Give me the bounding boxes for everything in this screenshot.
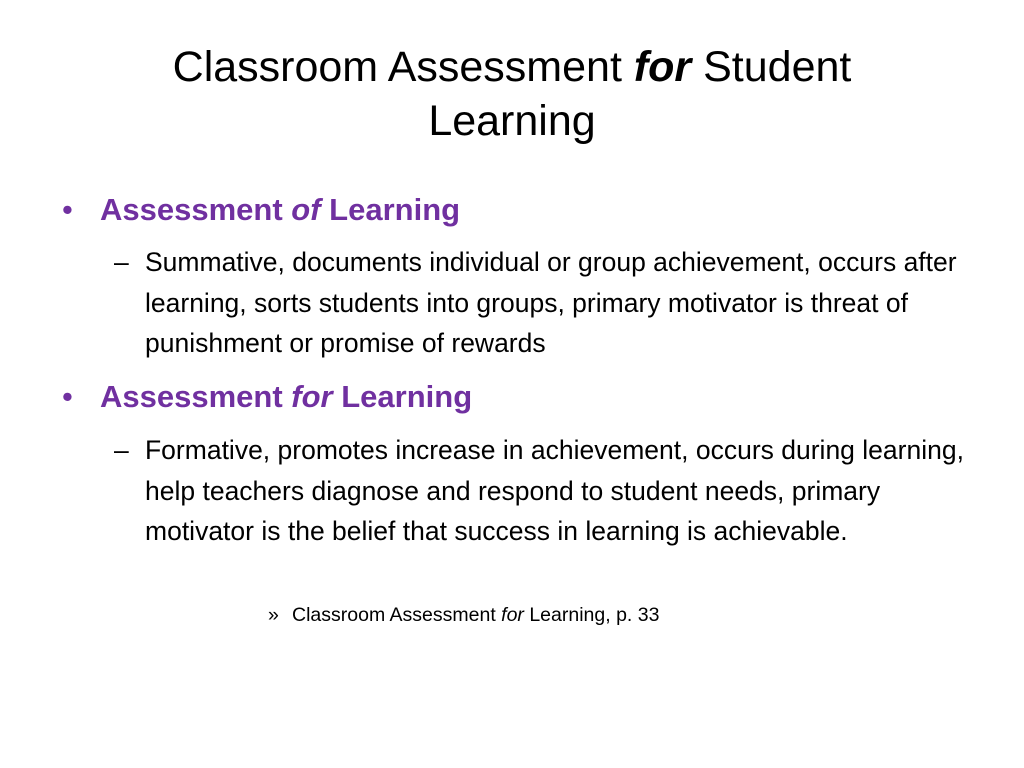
citation-emphasis: for <box>501 604 524 626</box>
bullet-heading-pre: Assessment <box>100 192 292 227</box>
bullet-heading-emphasis: of <box>291 192 321 227</box>
bullet-heading-post: Learning <box>320 192 461 227</box>
bullet-marker: • <box>62 379 73 414</box>
title-emphasis: for <box>633 43 692 91</box>
bullet-assessment-of-learning <box>62 191 461 229</box>
sub-bullet-marker: – <box>114 435 129 465</box>
title-part-2: Student <box>691 43 852 91</box>
bullet-marker: • <box>62 192 73 227</box>
title-line-2: Learning <box>428 97 596 145</box>
sub-bullet-text: Formative, promotes increase in achievement, occurs during learning, help teachers diagnose and respond to student needs, primary motivator is the belief that success in learning is achievable. <box>145 435 964 546</box>
bullet-assessment-for-learning <box>62 378 473 416</box>
citation <box>268 601 660 629</box>
citation-pre: Classroom Assessment <box>292 604 502 626</box>
slide-title <box>80 40 944 148</box>
citation-post: Learning, p. 33 <box>523 604 660 626</box>
citation-marker: » <box>268 604 279 626</box>
title-part-1: Classroom Assessment <box>172 43 634 91</box>
sub-bullet-summative <box>114 242 975 364</box>
bullet-heading-emphasis: for <box>291 379 333 414</box>
sub-bullet-marker: – <box>114 247 129 277</box>
sub-bullet-text: Summative, documents individual or group achievement, occurs after learning, sorts students into groups, primary motivator is threat of punishment or promise of rewards <box>145 247 957 358</box>
bullet-heading-pre: Assessment <box>100 379 292 414</box>
sub-bullet-formative <box>114 430 975 552</box>
bullet-heading-post: Learning <box>332 379 473 414</box>
